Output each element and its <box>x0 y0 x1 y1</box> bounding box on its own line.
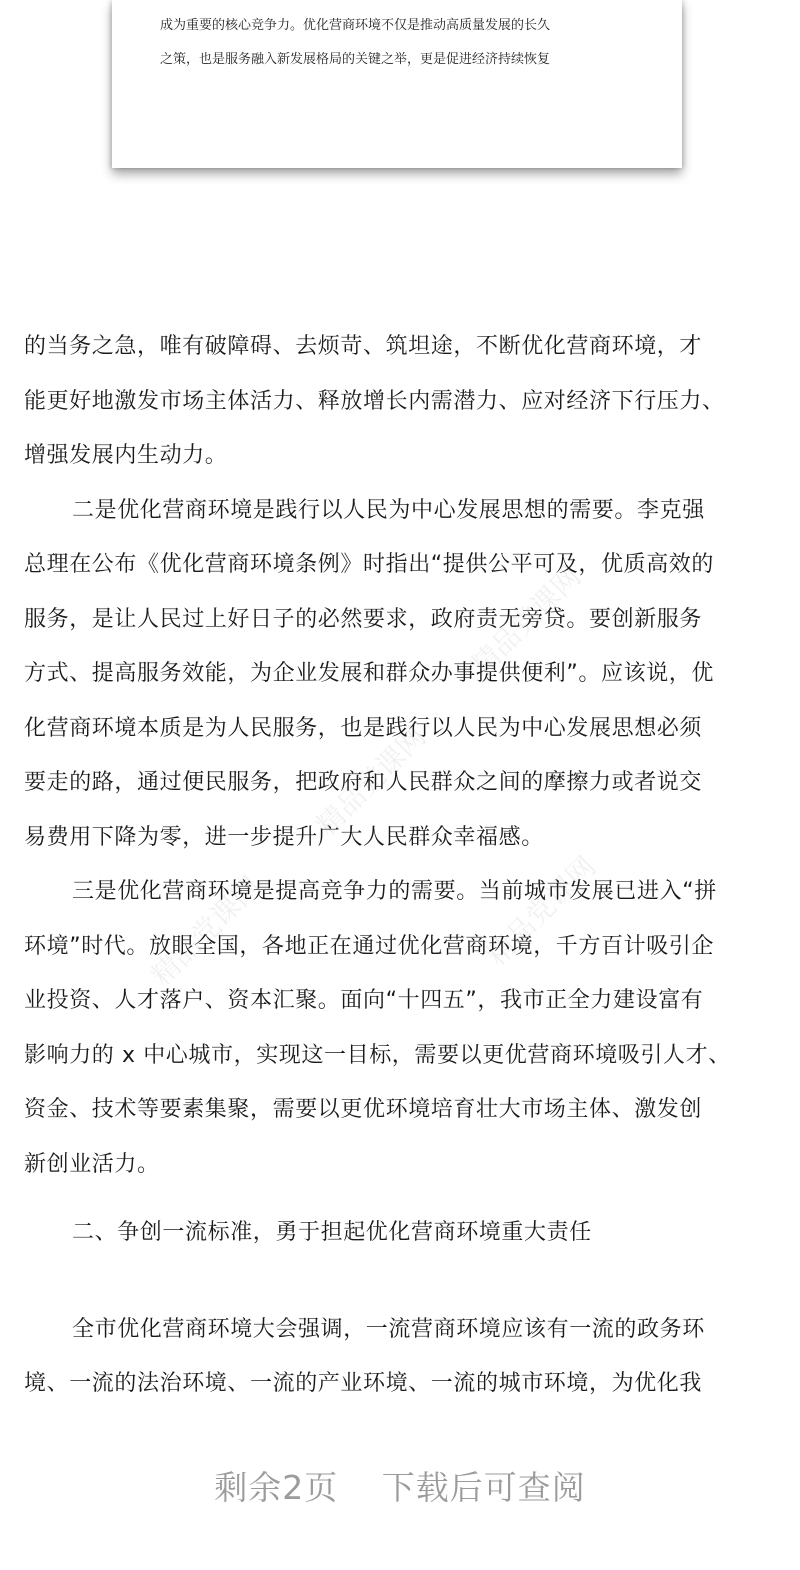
paragraph-first-class <box>24 1303 784 1412</box>
text-line: 易费用下降为零，进一步提升广大人民群众幸福感。 <box>24 824 544 850</box>
text-line: 能更好地激发市场主体活力、释放增长内需潜力、应对经济下行压力、 <box>24 388 725 414</box>
download-to-view-label[interactable]: 下载后可查阅 <box>381 1468 586 1507</box>
paragraph-people-centered <box>24 484 784 866</box>
text-line: 总理在公布《优化营商环境条例》时指出“提供公平可及，优质高效的 <box>24 552 714 577</box>
text-line: 二是优化营商环境是践行以人民为中心发展思想的需要。李克强 <box>72 497 705 523</box>
text-line: 境、一流的法治环境、一流的产业环境、一流的城市环境，为优化我 <box>24 1371 703 1396</box>
preview-card <box>112 0 682 168</box>
download-prompt[interactable] <box>0 1462 800 1509</box>
document-body <box>24 320 784 1412</box>
watermark: 精品党课网 <box>144 869 268 993</box>
text-line: 业投资、人才落户、资本汇聚。面向“十四五”，我市正全力建设富有 <box>24 988 704 1013</box>
text-line: 三是优化营商环境是提高竞争力的需要。当前城市发展已进入“拼 <box>72 879 717 904</box>
paragraph-continuation <box>24 320 784 484</box>
text-line: 增强发展内生动力。 <box>24 443 228 468</box>
text-line: 化营商环境本质是为人民服务，也是践行以人民为中心发展思想必须 <box>24 715 703 741</box>
text-line: 服务，是让人民过上好日子的必然要求，政府责无旁贷。要创新服务 <box>24 606 703 632</box>
text-line: 要走的路，通过便民服务，把政府和人民群众之间的摩擦力或者说交 <box>24 770 703 795</box>
preview-text-line: 成为重要的核心竞争力。优化营商环境不仅是推动高质量发展的长久 <box>160 18 551 33</box>
text-line: 的当务之急，唯有破障碍、去烦苛、筑坦途，不断优化营商环境，才 <box>24 334 703 359</box>
watermark: 精品党课网 <box>309 719 433 843</box>
watermark: 精品党课网 <box>464 559 588 683</box>
text-line: 资金、技术等要素集聚，需要以更优环境培育壮大市场主体、激发创 <box>24 1097 703 1122</box>
remaining-pages-label: 剩余2页 <box>214 1468 339 1507</box>
preview-text-line: 之策，也是服务融入新发展格局的关键之举，更是促进经济持续恢复 <box>160 52 551 67</box>
text-line: 方式、提高服务效能，为企业发展和群众办事提供便利”。应该说，优 <box>24 661 714 686</box>
paragraph-competitiveness <box>24 865 784 1192</box>
text-line: 二、争创一流标准，勇于担起优化营商环境重大责任 <box>72 1220 592 1245</box>
text-line: 新创业活力。 <box>24 1151 160 1177</box>
watermark: 精品党课网 <box>479 849 603 973</box>
text-line: 环境”时代。放眼全国，各地正在通过优化营商环境，千方百计吸引企 <box>24 933 714 959</box>
text-line: 全市优化营商环境大会强调，一流营商环境应该有一流的政务环 <box>72 1316 705 1342</box>
section-heading <box>24 1206 784 1261</box>
text-line: 影响力的 x 中心城市，实现这一目标，需要以更优营商环境吸引人才、 <box>24 1042 731 1068</box>
